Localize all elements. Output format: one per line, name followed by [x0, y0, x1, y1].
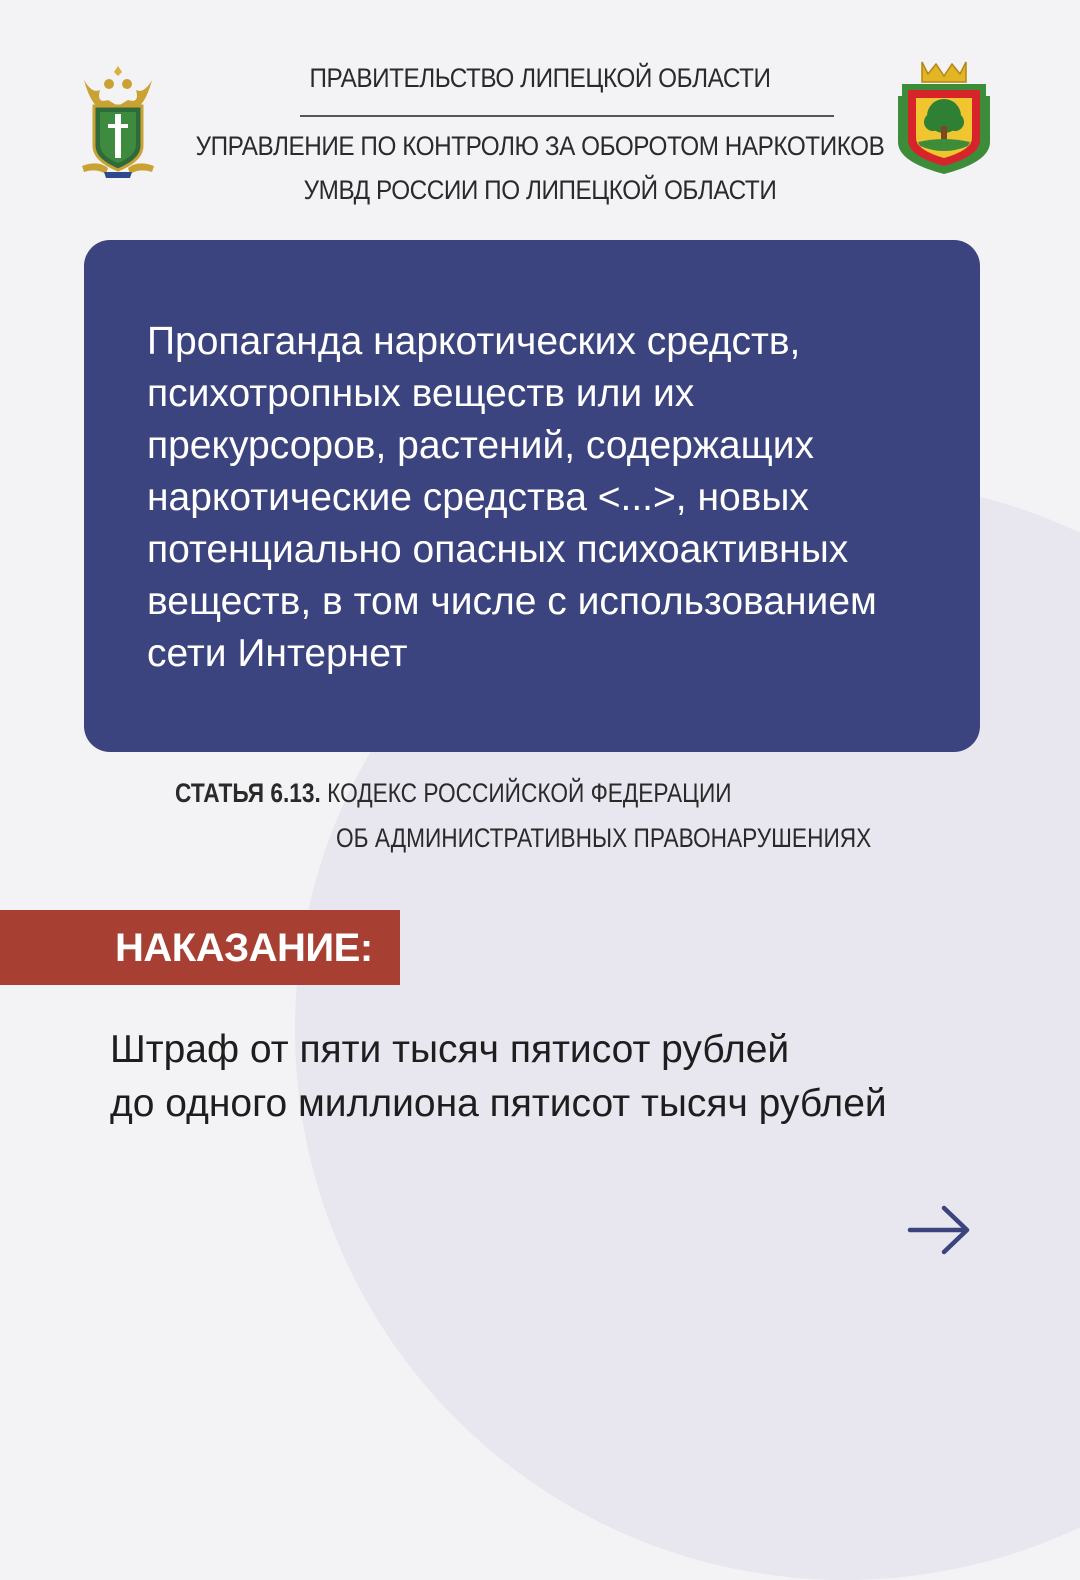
header-government: ПРАВИТЕЛЬСТВО ЛИПЕЦКОЙ ОБЛАСТИ — [309, 63, 771, 93]
header-department-region: УМВД РОССИИ ПО ЛИПЕЦКОЙ ОБЛАСТИ — [303, 175, 777, 205]
punishment-label: НАКАЗАНИЕ: — [115, 926, 373, 970]
offense-description: Пропаганда наркотических средств, психотропных веществ или их прекурсоров, растений, содержащих наркотические средства <...>, новых потенциально опасных психоактивных веществ, в том числе с использованием сети Интернет — [147, 320, 877, 675]
article-code-name-continued: ОБ АДМИНИСТРАТИВНЫХ ПРАВОНАРУШЕНИЯХ — [336, 823, 872, 853]
arrow-right-icon[interactable] — [906, 1203, 972, 1257]
punishment-tag — [0, 910, 400, 985]
header-department: УПРАВЛЕНИЕ ПО КОНТРОЛЮ ЗА ОБОРОТОМ НАРКОТИКОВ — [195, 131, 885, 161]
offense-card — [84, 240, 980, 752]
article-number: СТАТЬЯ 6.13. — [175, 778, 321, 808]
header-divider — [300, 115, 834, 117]
lipetsk-coat-of-arms-icon — [896, 58, 992, 176]
article-code-name: КОДЕКС РОССИЙСКОЙ ФЕДЕРАЦИИ — [320, 778, 732, 808]
article-reference — [175, 778, 732, 809]
punishment-description: Штраф от пяти тысяч пятисот рублей до одного миллиона пятисот тысяч рублей — [110, 1028, 887, 1125]
